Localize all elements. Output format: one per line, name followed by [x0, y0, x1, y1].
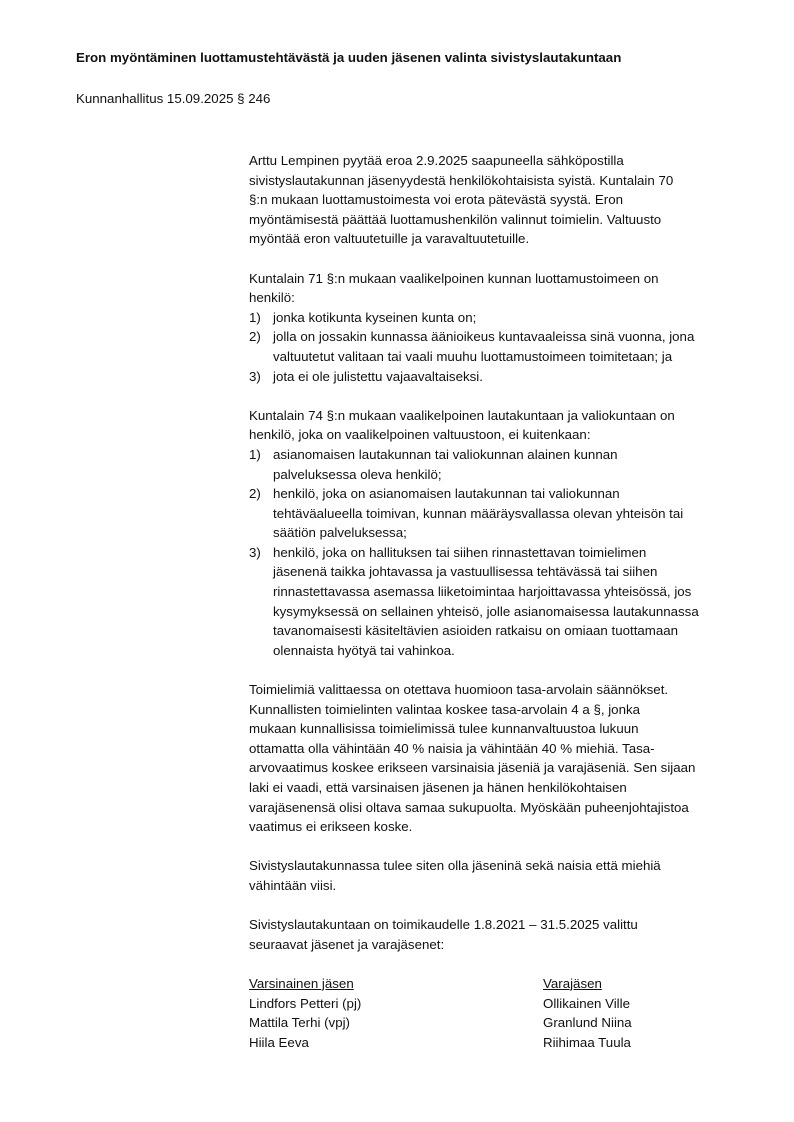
list-number: 2): [249, 486, 261, 502]
list-item: [249, 308, 749, 328]
member-name: Hiila Eeva: [249, 1034, 309, 1050]
text-line: säätiön palveluksessa;: [273, 525, 407, 541]
regular-members-column: [249, 974, 361, 1052]
deputy-name: Riihimaa Tuula: [543, 1034, 631, 1050]
text-line: seuraavat jäsenet ja varajäsenet:: [249, 936, 445, 952]
member-name: Mattila Terhi (vpj): [249, 1015, 350, 1031]
text-line: kysymyksessä on sellainen yhteisö, jolle asianomaisessa lautakunnassa: [273, 603, 699, 619]
text-line: jonka kotikunta kyseinen kunta on;: [273, 309, 477, 325]
text-line: Toimielimiä valittaessa on otettava huomioon tasa-arvolain säännökset.: [249, 682, 669, 698]
text-line: Kuntalain 71 §:n mukaan vaalikelpoinen kunnan luottamustoimeen on: [249, 270, 659, 286]
paragraph-eligibility-71: [249, 269, 749, 308]
member-name: Lindfors Petteri (pj): [249, 995, 362, 1011]
paragraph-resignation: [249, 151, 749, 249]
text-line: tehtäväalueella toimivan, kunnan määräysvallassa olevan yhteisön tai: [273, 505, 684, 521]
list-item: [249, 327, 749, 366]
list-item: [249, 445, 749, 484]
text-line: tavanomaisesti käsiteltävien asioiden ratkaisu on omiaan tuottamaan: [273, 623, 679, 639]
text-line: arvovaatimus koskee erikseen varsinaisia jäseniä ja varajäseniä. Sen sijaan: [249, 760, 696, 776]
list-number: 1): [249, 446, 261, 462]
text-line: Sivistyslautakunnassa tulee siten olla jäseninä sekä naisia että miehiä: [249, 858, 661, 874]
list-item: [249, 543, 749, 661]
deputy-members-header: Varajäsen: [543, 975, 602, 991]
text-line: asianomaisen lautakunnan tai valiokunnan alainen kunnan: [273, 446, 618, 462]
text-line: vaatimus ei erikseen koske.: [249, 819, 413, 835]
text-line: jäsenenä taikka johtavassa ja vastuullisessa tehtävässä tai siihen: [273, 564, 658, 580]
text-line: Kuntalain 74 §:n mukaan vaalikelpoinen lautakuntaan ja valiokuntaan on: [249, 407, 675, 423]
list-number: 2): [249, 329, 261, 345]
text-line: myöntää eron valtuutetuille ja varavaltuutetuille.: [249, 231, 530, 247]
text-line: Kunnallisten toimielinten valintaa koskee tasa-arvolain 4 a §, jonka: [249, 701, 641, 717]
text-line: ottamatta olla vähintään 40 % naisia ja vähintään 40 % miehiä. Tasa-: [249, 740, 655, 756]
text-line: olennaista hyötyä tai vahinkoa.: [273, 642, 455, 658]
text-line: Sivistyslautakuntaan on toimikaudelle 1.8.2021 – 31.5.2025 valittu: [249, 917, 638, 933]
paragraph-current-members: [249, 915, 749, 954]
text-line: sivistyslautakunnan jäsenyydestä henkilökohtaisista syistä. Kuntalain 70: [249, 172, 674, 188]
paragraph-eligibility-74: [249, 406, 749, 445]
eligibility-74-list: [249, 445, 749, 661]
text-line: laki ei vaadi, että varsinaisen jäsenen ja hänen henkilökohtaisen: [249, 780, 627, 795]
text-line: varajäsenensä olisi oltava samaa sukupuolta. Myöskään puheenjohtajistoa: [249, 799, 689, 815]
deputy-members-column: [543, 974, 632, 1052]
text-line: §:n mukaan luottamustoimesta voi erota pätevästä syystä. Eron: [249, 192, 623, 208]
text-line: vähintään viisi.: [249, 877, 337, 893]
text-line: palveluksessa oleva henkilö;: [273, 466, 442, 482]
text-line: rinnastettavassa asemassa liiketoimintaa harjoittavassa yhteisössä, jos: [273, 584, 692, 600]
document-body: [249, 151, 749, 1050]
text-line: mukaan kunnallisissa toimielimissä tulee kunnanvaltuustoa lukuun: [249, 721, 639, 737]
text-line: henkilö, joka on asianomaisen lautakunnan tai valiokunnan: [273, 486, 620, 502]
text-line: valtuutetut valitaan tai vaali muuhu luottamustoimeen toimitetaan; ja: [273, 348, 673, 364]
text-line: jolla on jossakin kunnassa äänioikeus kuntavaaleissa sinä vuonna, jona: [273, 329, 695, 345]
deputy-name: Ollikainen Ville: [543, 995, 630, 1011]
paragraph-equality-act: [249, 680, 749, 837]
text-line: henkilö, joka on vaalikelpoinen valtuustoon, ei kuitenkaan:: [249, 427, 591, 443]
text-line: Arttu Lempinen pyytää eroa 2.9.2025 saapuneella sähköpostilla: [249, 153, 624, 168]
text-line: henkilö:: [249, 290, 295, 306]
deputy-name: Granlund Niina: [543, 1015, 632, 1031]
text-line: jota ei ole julistettu vajaavaltaiseksi.: [273, 368, 483, 384]
meeting-reference: Kunnanhallitus 15.09.2025 § 246: [76, 91, 271, 106]
list-number: 1): [249, 309, 261, 325]
text-line: myöntämisestä päättää luottamushenkilön valinnut toimielin. Valtuusto: [249, 211, 662, 227]
eligibility-71-list: [249, 308, 749, 386]
list-item: [249, 367, 749, 387]
list-number: 3): [249, 544, 261, 560]
regular-members-header: Varsinainen jäsen: [249, 975, 354, 991]
list-number: 3): [249, 368, 261, 384]
text-line: henkilö, joka on hallituksen tai siihen rinnastettavan toimielimen: [273, 544, 647, 560]
list-item: [249, 484, 749, 543]
paragraph-gender-requirement: [249, 856, 749, 895]
document-title: Eron myöntäminen luottamustehtävästä ja uuden jäsenen valinta sivistyslautakuntaan: [76, 50, 622, 65]
